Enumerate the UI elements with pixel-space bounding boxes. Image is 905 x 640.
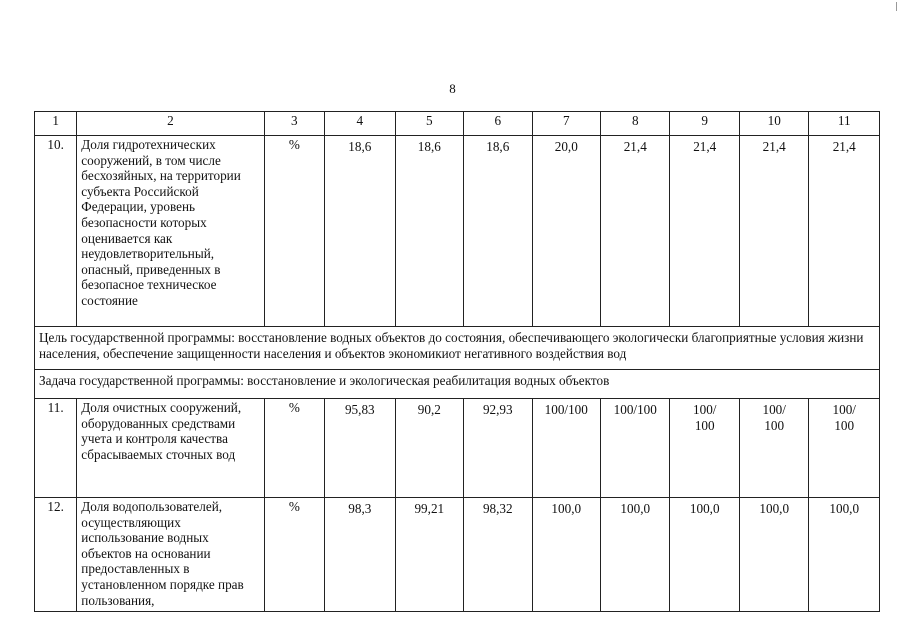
indicators-table xyxy=(34,111,880,612)
value-cell: 100,0 xyxy=(739,498,808,612)
row-number: 12. xyxy=(35,498,77,612)
value-cell: 95,83 xyxy=(325,399,396,498)
value-cell: 21,4 xyxy=(739,136,808,327)
value-cell: 20,0 xyxy=(532,136,600,327)
program-task-text: Задача государственной программы: восстановление и экологическая реабилитация водных объектов xyxy=(35,370,880,399)
header-cell: 8 xyxy=(601,112,670,136)
value-cell: 98,32 xyxy=(464,498,532,612)
header-cell: 5 xyxy=(395,112,463,136)
value-cell: 21,4 xyxy=(601,136,670,327)
value-cell: 18,6 xyxy=(325,136,396,327)
value-cell: 100/ 100 xyxy=(670,399,739,498)
header-cell: 7 xyxy=(532,112,600,136)
unit-cell: % xyxy=(264,498,324,612)
header-cell: 3 xyxy=(264,112,324,136)
header-cell: 9 xyxy=(670,112,739,136)
indicator-name: Доля очистных сооружений, оборудованных средствами учета и контроля качества сбрасываемых сточных вод xyxy=(77,399,264,498)
value-cell: 100/ 100 xyxy=(809,399,880,498)
value-cell: 18,6 xyxy=(464,136,532,327)
indicator-name: Доля водопользователей, осуществляющих использование водных объектов на основании предоставленных в установленном порядке прав пользования, xyxy=(77,498,264,612)
page-number: 8 xyxy=(449,81,456,96)
value-cell: 100/100 xyxy=(532,399,600,498)
value-cell: 100,0 xyxy=(809,498,880,612)
header-cell: 4 xyxy=(325,112,396,136)
table-row xyxy=(35,136,880,327)
goal-row xyxy=(35,327,880,370)
header-cell: 2 xyxy=(77,112,264,136)
table-row xyxy=(35,399,880,498)
value-cell: 21,4 xyxy=(809,136,880,327)
header-cell: 10 xyxy=(739,112,808,136)
value-cell: 100,0 xyxy=(601,498,670,612)
task-row xyxy=(35,370,880,399)
program-goal-text: Цель государственной программы: восстановление водных объектов до состояния, обеспечивающего экологически благоприятные условия жизни населения, обеспечение защищенности населения и объектов экономикиот негативного воздействия вод xyxy=(35,327,880,370)
row-number: 10. xyxy=(35,136,77,327)
value-cell: 90,2 xyxy=(395,399,463,498)
row-number: 11. xyxy=(35,399,77,498)
value-cell: 100/100 xyxy=(601,399,670,498)
value-cell: 99,21 xyxy=(395,498,463,612)
value-cell: 100,0 xyxy=(532,498,600,612)
value-cell: 100,0 xyxy=(670,498,739,612)
value-cell: 100/ 100 xyxy=(739,399,808,498)
value-cell: 98,3 xyxy=(325,498,396,612)
indicator-name: Доля гидротехнических сооружений, в том числе бесхозяйных, на территории субъекта Российской Федерации, уровень безопасности которых оценивается как неудовлетворительный, опасный, приведенных в безопасное техническое состояние xyxy=(77,136,264,327)
table-header-row xyxy=(35,112,880,136)
unit-cell: % xyxy=(264,399,324,498)
header-cell: 1 xyxy=(35,112,77,136)
table-row xyxy=(35,498,880,612)
value-cell: 21,4 xyxy=(670,136,739,327)
value-cell: 18,6 xyxy=(395,136,463,327)
value-cell: 92,93 xyxy=(464,399,532,498)
header-cell: 11 xyxy=(809,112,880,136)
scan-edge-mark xyxy=(896,2,897,11)
unit-cell: % xyxy=(264,136,324,327)
header-cell: 6 xyxy=(464,112,532,136)
